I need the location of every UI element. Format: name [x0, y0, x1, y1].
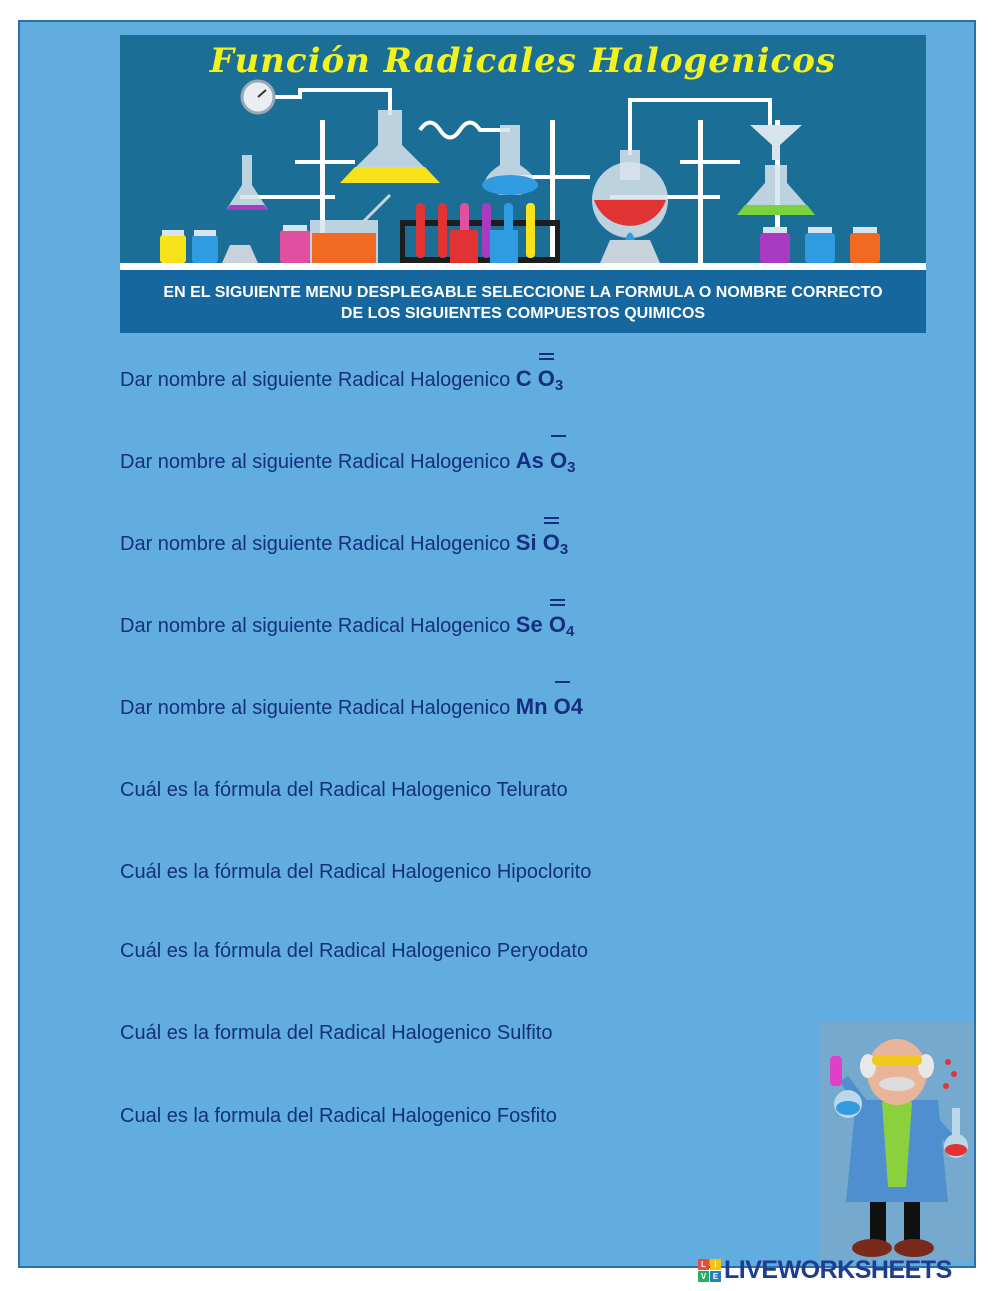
scientist-illustration — [820, 1022, 974, 1262]
formula: C O3 — [516, 366, 563, 391]
formula: As O3 — [516, 448, 576, 473]
charge-bar — [550, 604, 565, 606]
liveworksheets-watermark — [698, 1256, 952, 1285]
header-banner — [120, 35, 926, 333]
charge-bar — [539, 358, 554, 360]
question-prompt: Dar nombre al siguiente Radical Halogenico — [120, 697, 511, 719]
banner-title: Función Radicales Halogenicos — [209, 41, 837, 81]
charge-bar — [550, 599, 565, 601]
instruction-text: EN EL SIGUIENTE MENU DESPLEGABLE SELECCIONE LA FORMULA O NOMBRE CORRECTO DE LOS SIGUIENTES COMPUESTOS QUIMICOS — [163, 284, 883, 322]
charge-bar — [555, 681, 570, 683]
question-4 — [120, 612, 574, 638]
question-9: Cuál es la formula del Radical Halogenico Sulfito — [120, 1022, 553, 1044]
formula: Mn O4 — [516, 694, 583, 719]
watermark-text: LIVEWORKSHEETS — [724, 1256, 952, 1284]
question-1 — [120, 366, 563, 392]
worksheet-page — [18, 20, 976, 1268]
formula: Si O3 — [516, 530, 568, 555]
charge-bar — [551, 435, 566, 437]
question-prompt: Dar nombre al siguiente Radical Halogenico — [120, 369, 511, 391]
question-6: Cuál es la fórmula del Radical Halogenico Telurato — [120, 779, 568, 801]
charge-bar — [544, 522, 559, 524]
question-3 — [120, 530, 568, 556]
question-prompt: Dar nombre al siguiente Radical Halogenico — [120, 533, 511, 555]
question-prompt: Dar nombre al siguiente Radical Halogenico — [120, 451, 511, 473]
question-prompt: Dar nombre al siguiente Radical Halogenico — [120, 615, 511, 637]
charge-bar — [544, 517, 559, 519]
question-7: Cuál es la fórmula del Radical Halogenico Hipoclorito — [120, 861, 592, 883]
instruction-strip — [120, 267, 926, 333]
formula: Se O4 — [516, 612, 575, 637]
question-2 — [120, 448, 576, 474]
question-5 — [120, 694, 583, 720]
question-8: Cuál es la fórmula del Radical Halogenico Peryodato — [120, 940, 589, 962]
liveworksheets-logo-icon: L I V E — [698, 1259, 721, 1282]
charge-bar — [539, 353, 554, 355]
question-10: Cual es la formula del Radical Halogenico Fosfito — [120, 1105, 557, 1127]
